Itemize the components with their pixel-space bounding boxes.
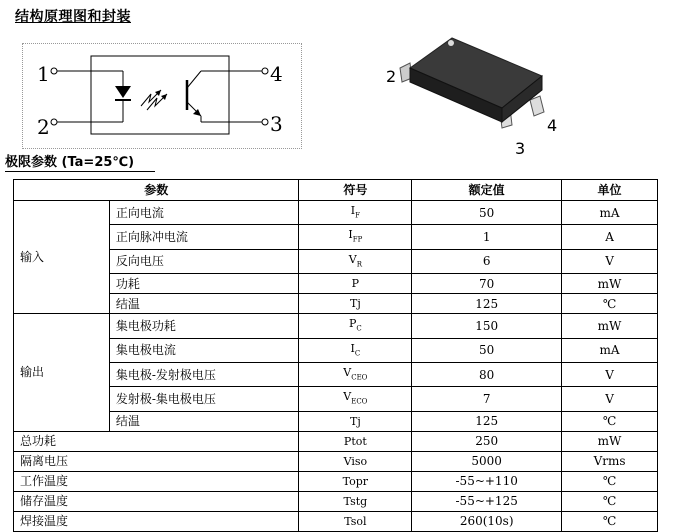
- symbol-cell: $V_R$: [299, 249, 412, 273]
- table-row: [14, 294, 658, 314]
- param-cell: 结温: [109, 411, 299, 431]
- table-row: [14, 387, 658, 411]
- rating-cell: -55~+110: [412, 471, 562, 491]
- unit-cell: ℃: [562, 411, 658, 431]
- table-row: [14, 411, 658, 431]
- table-row: [14, 225, 658, 249]
- table-row: [14, 314, 658, 338]
- rating-cell: 50: [412, 338, 562, 362]
- rating-cell: 125: [412, 411, 562, 431]
- table-row: [14, 249, 658, 273]
- pkg-pin-2: 2: [386, 67, 397, 86]
- param-cell: 集电极电流: [109, 338, 299, 362]
- pkg-pin-4: 4: [547, 116, 558, 135]
- section-ratings-title: 极限参数 (Ta=25℃): [5, 151, 155, 172]
- param-cell: 储存温度: [14, 491, 299, 511]
- rating-cell: 50: [412, 201, 562, 225]
- group-input: 输入: [14, 201, 110, 314]
- table-row: [14, 451, 658, 471]
- section-structure-title: 结构原理图和封装: [15, 9, 131, 25]
- pin-label-1: 1: [37, 62, 50, 86]
- symbol-cell: Topr: [299, 471, 412, 491]
- pin-label-4: 4: [270, 62, 283, 86]
- rating-cell: 1: [412, 225, 562, 249]
- group-output: 输出: [14, 314, 110, 432]
- symbol-cell: Viso: [299, 451, 412, 471]
- param-cell: 集电极功耗: [109, 314, 299, 338]
- param-cell: 反向电压: [109, 249, 299, 273]
- header-rating: 额定值: [412, 180, 562, 201]
- pkg-pin-3: 3: [515, 139, 526, 158]
- unit-cell: mA: [562, 338, 658, 362]
- unit-cell: V: [562, 249, 658, 273]
- schematic-diagram: [22, 43, 302, 149]
- symbol-cell: Tstg: [299, 491, 412, 511]
- param-cell: 结温: [109, 294, 299, 314]
- table-row: [14, 201, 658, 225]
- unit-cell: Vrms: [562, 451, 658, 471]
- unit-cell: ℃: [562, 491, 658, 511]
- unit-cell: ℃: [562, 511, 658, 531]
- header-unit: 单位: [562, 180, 658, 201]
- symbol-cell: $I_F$: [299, 201, 412, 225]
- symbol-cell: Tj: [299, 411, 412, 431]
- param-cell: 发射极-集电极电压: [109, 387, 299, 411]
- symbol-cell: $V_{CEO}$: [299, 362, 412, 386]
- table-row: [14, 511, 658, 531]
- table-header-row: [14, 180, 658, 201]
- pin-label-2: 2: [37, 115, 50, 139]
- symbol-cell: Tsol: [299, 511, 412, 531]
- table-row: [14, 338, 658, 362]
- rating-cell: 80: [412, 362, 562, 386]
- symbol-cell: Tj: [299, 294, 412, 314]
- unit-cell: mA: [562, 201, 658, 225]
- param-cell: 功耗: [109, 274, 299, 294]
- symbol-cell: Ptot: [299, 431, 412, 451]
- rating-cell: -55~+125: [412, 491, 562, 511]
- param-cell: 正向脉冲电流: [109, 225, 299, 249]
- rating-cell: 7: [412, 387, 562, 411]
- unit-cell: V: [562, 362, 658, 386]
- unit-cell: mW: [562, 274, 658, 294]
- rating-cell: 6: [412, 249, 562, 273]
- param-cell: 工作温度: [14, 471, 299, 491]
- rating-cell: 5000: [412, 451, 562, 471]
- absolute-ratings-table: [13, 179, 658, 532]
- rating-cell: 150: [412, 314, 562, 338]
- table-row: [14, 362, 658, 386]
- rating-cell: 250: [412, 431, 562, 451]
- param-cell: 正向电流: [109, 201, 299, 225]
- table-row: [14, 491, 658, 511]
- param-cell: 焊接温度: [14, 511, 299, 531]
- symbol-cell: $I_C$: [299, 338, 412, 362]
- header-param: 参数: [14, 180, 299, 201]
- rating-cell: 260(10s): [412, 511, 562, 531]
- unit-cell: V: [562, 387, 658, 411]
- rating-cell: 70: [412, 274, 562, 294]
- pin-label-3: 3: [270, 112, 283, 136]
- unit-cell: mW: [562, 314, 658, 338]
- unit-cell: mW: [562, 431, 658, 451]
- symbol-cell: $V_{ECO}$: [299, 387, 412, 411]
- param-cell: 集电极-发射极电压: [109, 362, 299, 386]
- table-row: [14, 431, 658, 451]
- rating-cell: 125: [412, 294, 562, 314]
- symbol-cell: $P_C$: [299, 314, 412, 338]
- header-symbol: 符号: [299, 180, 412, 201]
- unit-cell: A: [562, 225, 658, 249]
- param-cell: 总功耗: [14, 431, 299, 451]
- table-row: [14, 471, 658, 491]
- unit-cell: ℃: [562, 471, 658, 491]
- package-drawing: [380, 30, 560, 164]
- param-cell: 隔离电压: [14, 451, 299, 471]
- unit-cell: ℃: [562, 294, 658, 314]
- symbol-cell: P: [299, 274, 412, 294]
- symbol-cell: $I_{FP}$: [299, 225, 412, 249]
- table-row: [14, 274, 658, 294]
